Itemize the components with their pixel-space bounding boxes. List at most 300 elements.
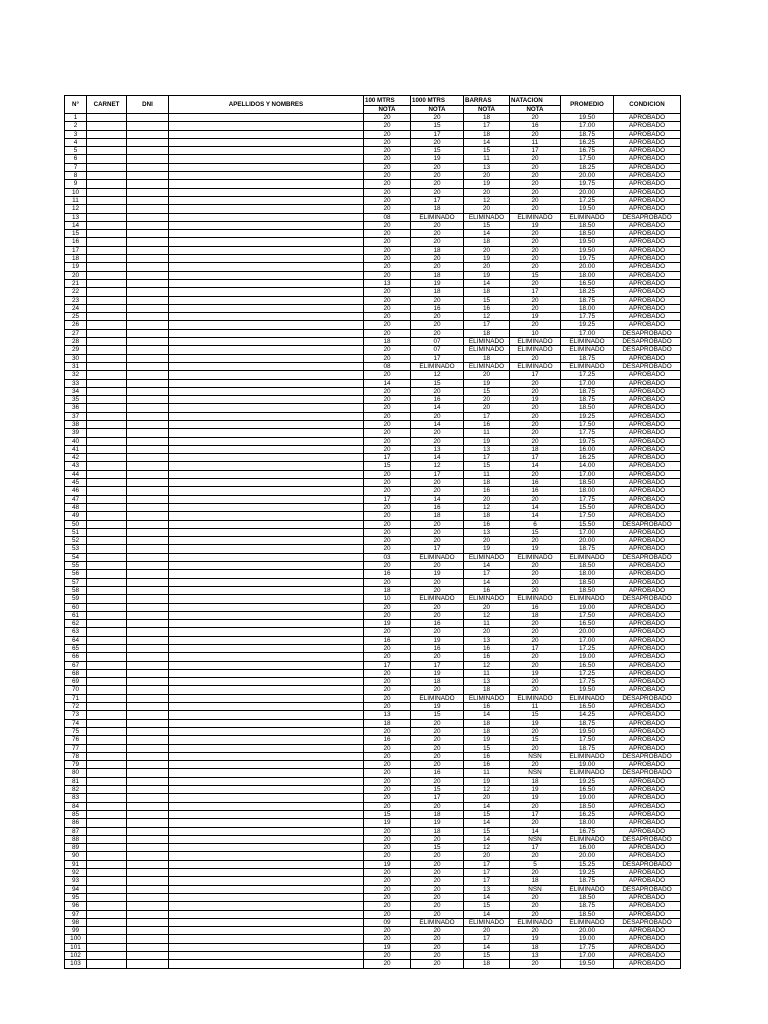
cell-condicion: APROBADO [614,794,681,802]
header-condicion: CONDICION [614,96,681,114]
cell-barras: 19 [464,777,510,785]
cell-nombres [169,454,364,462]
cell-num: 96 [65,902,87,910]
cell-num: 79 [65,761,87,769]
cell-barras: 14 [464,711,510,719]
cell-dni [127,603,169,611]
cell-barras: 17 [464,570,510,578]
cell-natacion: 17 [510,645,561,653]
cell-1000m: 20 [411,230,464,238]
cell-condicion: APROBADO [614,620,681,628]
cell-num: 86 [65,819,87,827]
cell-100m: 20 [364,935,411,943]
cell-promedio: 18.75 [561,719,614,727]
cell-nombres [169,354,364,362]
cell-num: 34 [65,387,87,395]
cell-100m: 20 [364,329,411,337]
table-row [65,645,681,653]
cell-100m: 17 [364,661,411,669]
cell-dni [127,794,169,802]
cell-natacion: 20 [510,960,561,968]
cell-num: 53 [65,545,87,553]
cell-1000m: 15 [411,379,464,387]
cell-promedio: 18.00 [561,271,614,279]
cell-promedio: 20.00 [561,537,614,545]
cell-natacion: 20 [510,412,561,420]
cell-natacion: 20 [510,686,561,694]
cell-dni [127,545,169,553]
cell-100m: 20 [364,429,411,437]
cell-num: 66 [65,653,87,661]
cell-num: 20 [65,271,87,279]
cell-natacion: 17 [510,288,561,296]
cell-1000m: 19 [411,636,464,644]
cell-carnet [87,852,127,860]
cell-dni [127,769,169,777]
cell-1000m: 20 [411,869,464,877]
cell-100m: 14 [364,379,411,387]
cell-100m: 20 [364,835,411,843]
cell-nombres [169,528,364,536]
cell-barras: 20 [464,172,510,180]
cell-barras: 15 [464,744,510,752]
cell-num: 38 [65,420,87,428]
table-row [65,512,681,520]
cell-dni [127,951,169,959]
cell-dni [127,263,169,271]
cell-num: 14 [65,221,87,229]
cell-1000m: 20 [411,653,464,661]
cell-promedio: 14.25 [561,711,614,719]
cell-1000m: 20 [411,412,464,420]
cell-100m: 20 [364,387,411,395]
cell-100m: 20 [364,346,411,354]
cell-barras: 20 [464,263,510,271]
cell-natacion: 20 [510,562,561,570]
cell-100m: 20 [364,147,411,155]
cell-promedio: 17.00 [561,470,614,478]
cell-100m: 08 [364,213,411,221]
cell-num: 80 [65,769,87,777]
cell-natacion: 14 [510,827,561,835]
cell-carnet [87,669,127,677]
cell-num: 59 [65,595,87,603]
cell-1000m: 19 [411,703,464,711]
cell-promedio: 17.00 [561,951,614,959]
cell-1000m: 20 [411,902,464,910]
cell-promedio: 17.25 [561,371,614,379]
cell-barras: 14 [464,943,510,951]
cell-carnet [87,744,127,752]
cell-num: 16 [65,238,87,246]
cell-num: 60 [65,603,87,611]
cell-num: 39 [65,429,87,437]
cell-nombres [169,586,364,594]
cell-dni [127,537,169,545]
cell-dni [127,313,169,321]
table-row [65,827,681,835]
table-row [65,238,681,246]
header-nota-100m: NOTA [364,106,411,114]
cell-carnet [87,860,127,868]
cell-num: 98 [65,918,87,926]
cell-barras: 19 [464,271,510,279]
table-row [65,371,681,379]
cell-barras: 11 [464,470,510,478]
cell-dni [127,420,169,428]
cell-barras: 15 [464,827,510,835]
cell-nombres [169,246,364,254]
cell-condicion: APROBADO [614,744,681,752]
cell-promedio: ELIMINADO [561,213,614,221]
cell-dni [127,188,169,196]
cell-100m: 20 [364,412,411,420]
cell-num: 12 [65,205,87,213]
cell-1000m: 17 [411,470,464,478]
cell-dni [127,910,169,918]
cell-carnet [87,586,127,594]
table-row [65,445,681,453]
cell-100m: 20 [364,578,411,586]
cell-100m: 19 [364,860,411,868]
cell-natacion: ELIMINADO [510,918,561,926]
cell-condicion: APROBADO [614,122,681,130]
cell-carnet [87,694,127,702]
table-row [65,213,681,221]
cell-100m: 20 [364,354,411,362]
cell-natacion: 13 [510,951,561,959]
cell-carnet [87,761,127,769]
cell-carnet [87,487,127,495]
cell-barras: 16 [464,645,510,653]
cell-100m: 16 [364,736,411,744]
cell-nombres [169,147,364,155]
cell-100m: 20 [364,271,411,279]
cell-nombres [169,288,364,296]
cell-1000m: 20 [411,611,464,619]
table-row [65,172,681,180]
cell-condicion: APROBADO [614,155,681,163]
cell-natacion: 20 [510,636,561,644]
cell-promedio: 19.25 [561,777,614,785]
cell-natacion: 17 [510,454,561,462]
cell-1000m: 20 [411,752,464,760]
cell-barras: 12 [464,196,510,204]
cell-barras: ELIMINADO [464,918,510,926]
cell-condicion: DESAPROBADO [614,553,681,561]
cell-natacion: 20 [510,196,561,204]
cell-num: 44 [65,470,87,478]
cell-1000m: 20 [411,727,464,735]
cell-1000m: 15 [411,844,464,852]
cell-barras: 16 [464,487,510,495]
cell-natacion: 19 [510,669,561,677]
cell-1000m: 18 [411,205,464,213]
cell-1000m: 20 [411,893,464,901]
cell-condicion: APROBADO [614,321,681,329]
cell-barras: 16 [464,520,510,528]
cell-natacion: 10 [510,329,561,337]
cell-100m: 20 [364,437,411,445]
cell-nombres [169,752,364,760]
cell-nombres [169,230,364,238]
cell-natacion: 18 [510,777,561,785]
cell-condicion: DESAPROBADO [614,329,681,337]
table-row [65,180,681,188]
cell-carnet [87,678,127,686]
cell-promedio: ELIMINADO [561,595,614,603]
cell-barras: 18 [464,130,510,138]
cell-100m: 20 [364,802,411,810]
cell-natacion: 20 [510,927,561,935]
cell-num: 100 [65,935,87,943]
cell-barras: 13 [464,528,510,536]
cell-nombres [169,736,364,744]
cell-carnet [87,255,127,263]
cell-promedio: 18.50 [561,230,614,238]
cell-condicion: APROBADO [614,761,681,769]
cell-1000m: 20 [411,296,464,304]
cell-carnet [87,503,127,511]
cell-dni [127,503,169,511]
cell-condicion: APROBADO [614,130,681,138]
cell-condicion: APROBADO [614,528,681,536]
cell-dni [127,885,169,893]
cell-promedio: 19.25 [561,412,614,420]
cell-natacion: 17 [510,371,561,379]
table-row [65,769,681,777]
cell-dni [127,562,169,570]
cell-1000m: 20 [411,188,464,196]
header-barras: BARRAS [464,96,510,106]
cell-natacion: 16 [510,479,561,487]
cell-100m: 20 [364,180,411,188]
cell-100m: 03 [364,553,411,561]
cell-num: 89 [65,844,87,852]
cell-100m: 20 [364,960,411,968]
cell-natacion: 19 [510,396,561,404]
cell-condicion: APROBADO [614,188,681,196]
cell-dni [127,578,169,586]
cell-100m: 18 [364,586,411,594]
cell-100m: 20 [364,893,411,901]
cell-100m: 20 [364,196,411,204]
cell-promedio: 18.50 [561,893,614,901]
cell-nombres [169,437,364,445]
cell-100m: 20 [364,537,411,545]
cell-condicion: APROBADO [614,263,681,271]
cell-100m: 10 [364,595,411,603]
cell-promedio: 18.75 [561,387,614,395]
cell-1000m: 16 [411,304,464,312]
cell-natacion: 20 [510,172,561,180]
cell-num: 37 [65,412,87,420]
cell-promedio: 18.50 [561,404,614,412]
cell-100m: 20 [364,221,411,229]
cell-nombres [169,719,364,727]
cell-promedio: 20.00 [561,628,614,636]
cell-natacion: 20 [510,321,561,329]
cell-nombres [169,910,364,918]
cell-natacion: 5 [510,860,561,868]
cell-condicion: APROBADO [614,877,681,885]
cell-dni [127,661,169,669]
table-row [65,271,681,279]
cell-num: 58 [65,586,87,594]
cell-barras: 20 [464,404,510,412]
table-row [65,636,681,644]
cell-barras: 14 [464,819,510,827]
cell-barras: 13 [464,445,510,453]
table-row [65,155,681,163]
cell-dni [127,246,169,254]
cell-barras: 17 [464,860,510,868]
cell-barras: 14 [464,910,510,918]
cell-condicion: APROBADO [614,114,681,122]
table-row [65,420,681,428]
cell-natacion: 14 [510,512,561,520]
table-row [65,902,681,910]
cell-1000m: 20 [411,429,464,437]
cell-100m: 20 [364,786,411,794]
cell-100m: 20 [364,304,411,312]
cell-nombres [169,263,364,271]
cell-carnet [87,147,127,155]
table-row [65,927,681,935]
cell-1000m: 20 [411,520,464,528]
cell-condicion: APROBADO [614,711,681,719]
cell-num: 43 [65,462,87,470]
cell-1000m: 14 [411,404,464,412]
table-row [65,188,681,196]
cell-1000m: 18 [411,678,464,686]
results-table [64,95,681,969]
cell-1000m: 18 [411,512,464,520]
cell-num: 46 [65,487,87,495]
cell-dni [127,943,169,951]
cell-100m: 20 [364,777,411,785]
cell-natacion: 20 [510,387,561,395]
cell-barras: 12 [464,661,510,669]
cell-1000m: ELIMINADO [411,918,464,926]
cell-condicion: APROBADO [614,445,681,453]
cell-natacion: 20 [510,230,561,238]
cell-condicion: APROBADO [614,653,681,661]
cell-1000m: 17 [411,794,464,802]
cell-1000m: 20 [411,777,464,785]
cell-carnet [87,595,127,603]
cell-dni [127,487,169,495]
cell-condicion: DESAPROBADO [614,520,681,528]
cell-dni [127,869,169,877]
cell-carnet [87,620,127,628]
cell-100m: 20 [364,263,411,271]
cell-promedio: 17.50 [561,611,614,619]
cell-100m: 20 [364,562,411,570]
cell-dni [127,155,169,163]
cell-carnet [87,396,127,404]
cell-natacion: 20 [510,852,561,860]
cell-1000m: 20 [411,329,464,337]
cell-natacion: 11 [510,138,561,146]
cell-nombres [169,636,364,644]
cell-dni [127,819,169,827]
cell-barras: 19 [464,379,510,387]
cell-promedio: 18.75 [561,877,614,885]
cell-100m: 19 [364,819,411,827]
cell-100m: 20 [364,669,411,677]
cell-1000m: 15 [411,711,464,719]
cell-nombres [169,694,364,702]
cell-carnet [87,437,127,445]
cell-promedio: 15.25 [561,860,614,868]
table-row [65,686,681,694]
cell-condicion: APROBADO [614,686,681,694]
cell-condicion: APROBADO [614,172,681,180]
cell-1000m: 20 [411,910,464,918]
table-row [65,296,681,304]
cell-num: 42 [65,454,87,462]
cell-barras: 17 [464,122,510,130]
cell-condicion: DESAPROBADO [614,752,681,760]
cell-1000m: ELIMINADO [411,694,464,702]
cell-nombres [169,553,364,561]
cell-100m: 20 [364,420,411,428]
cell-promedio: 17.50 [561,736,614,744]
cell-natacion: 20 [510,744,561,752]
header-100m: 100 MTRS [364,96,411,106]
cell-promedio: ELIMINADO [561,918,614,926]
cell-carnet [87,205,127,213]
cell-nombres [169,819,364,827]
cell-nombres [169,611,364,619]
cell-natacion: 19 [510,221,561,229]
cell-nombres [169,761,364,769]
cell-promedio: 16.75 [561,827,614,835]
cell-num: 88 [65,835,87,843]
cell-nombres [169,163,364,171]
cell-1000m: 20 [411,528,464,536]
cell-natacion: 19 [510,545,561,553]
table-row [65,844,681,852]
table-row [65,744,681,752]
cell-carnet [87,263,127,271]
cell-carnet [87,479,127,487]
table-row [65,586,681,594]
cell-nombres [169,727,364,735]
cell-natacion: 15 [510,271,561,279]
cell-promedio: 17.00 [561,528,614,536]
cell-num: 85 [65,810,87,818]
cell-promedio: 16.00 [561,445,614,453]
cell-natacion: ELIMINADO [510,694,561,702]
cell-num: 62 [65,620,87,628]
cell-promedio: 17.25 [561,669,614,677]
cell-carnet [87,786,127,794]
cell-nombres [169,620,364,628]
cell-barras: 19 [464,736,510,744]
cell-carnet [87,346,127,354]
cell-carnet [87,769,127,777]
cell-natacion: 20 [510,661,561,669]
table-row [65,703,681,711]
cell-condicion: APROBADO [614,313,681,321]
cell-barras: 15 [464,462,510,470]
table-row [65,404,681,412]
cell-dni [127,138,169,146]
cell-condicion: APROBADO [614,138,681,146]
cell-carnet [87,387,127,395]
